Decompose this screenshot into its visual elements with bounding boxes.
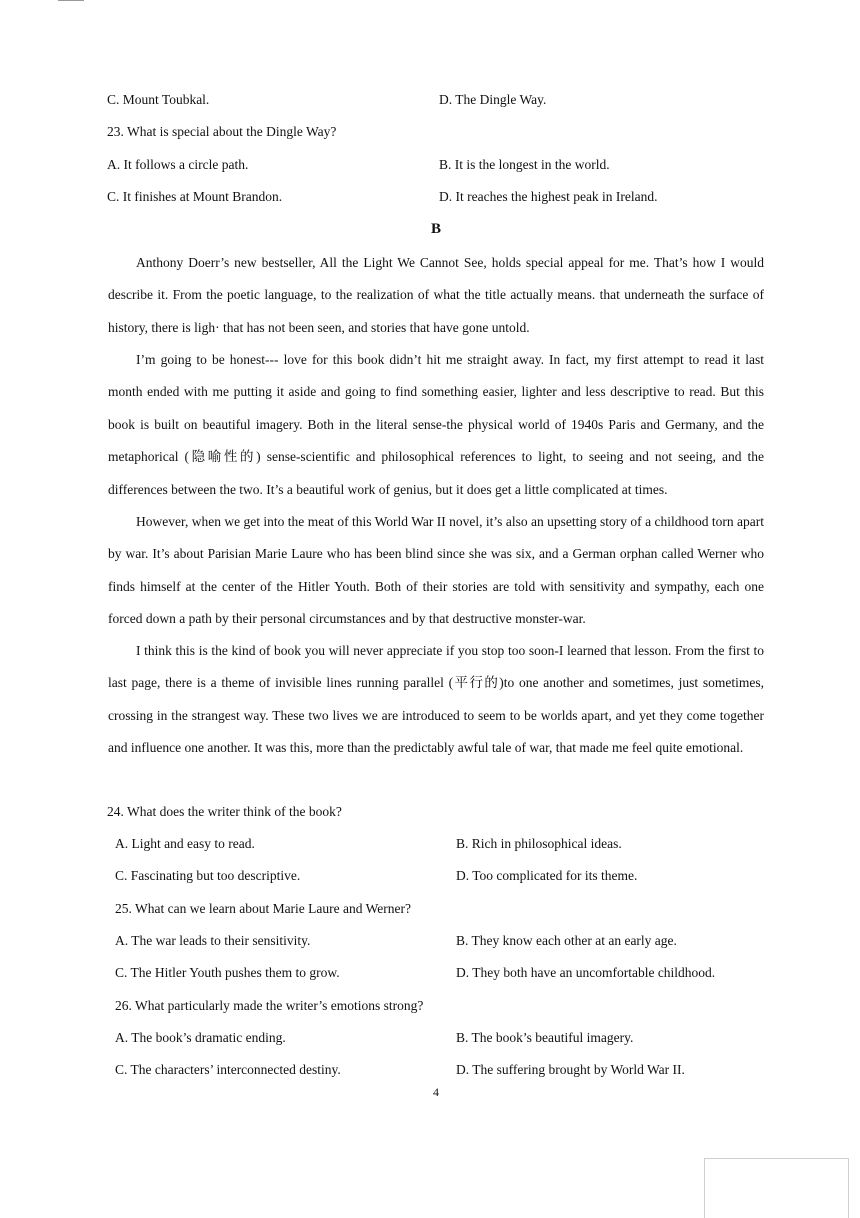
page-number: 4 (433, 1085, 439, 1099)
q24-stem: 24. What does the writer think of the book? (107, 804, 342, 819)
q26-stem: 26. What particularly made the writer’s emotions strong? (115, 998, 424, 1013)
q25-option-c: C. The Hitler Youth pushes them to grow. (115, 965, 340, 980)
passage-paragraph-1: Anthony Doerr’s new bestseller, All the Light We Cannot See, holds special appeal for me. That’s how I would describe it. From the poetic language, to the realization of what the title actually means. that underneath the surface of history, there is ligh· that has not been seen, and stories that have gone untold. (108, 255, 764, 335)
passage-paragraph-3: However, when we get into the meat of this World War II novel, it’s also an upsetting story of a childhood torn apart by war. It’s about Parisian Marie Laure who has been blind since she was six, and a German orphan called Werner who finds himself at the center of the Hitler Youth. Both of their stories are told with sensitivity and sympathy, each one forced down a path by their personal circumstances and by that destructive monster-war. (108, 514, 764, 627)
q23-option-d: D. It reaches the highest peak in Ireland. (439, 189, 658, 204)
q26-option-a: A. The book’s dramatic ending. (115, 1030, 286, 1045)
q26-option-b: B. The book’s beautiful imagery. (456, 1030, 634, 1045)
passage-paragraph-2: I’m going to be honest--- love for this book didn’t hit me straight away. In fact, my first attempt to read it last month ended with me putting it aside and going to find something easier, lighter and less descriptive to read. But this book is built on beautiful imagery. Both in the literal sense-the physical world of 1940s Paris and Germany, and the metaphorical (隐喻性的) sense-scientific and philosophical references to light, to seeing and not seeing, and the differences between the two. It’s a beautiful work of genius, but it does get a little complicated at times. (108, 352, 764, 497)
q24-option-b: B. Rich in philosophical ideas. (456, 836, 622, 851)
q25-stem: 25. What can we learn about Marie Laure and Werner? (115, 901, 412, 916)
q25-option-d: D. They both have an uncomfortable childhood. (456, 965, 716, 980)
top-edge-mark (58, 0, 84, 1)
section-title: B (430, 221, 441, 237)
q22-option-d: D. The Dingle Way. (439, 92, 547, 107)
q23-option-b: B. It is the longest in the world. (439, 157, 610, 172)
corner-frame (704, 1158, 849, 1218)
q24-option-a: A. Light and easy to read. (115, 836, 255, 851)
q25-option-b: B. They know each other at an early age. (456, 933, 677, 948)
q23-option-c: C. It finishes at Mount Brandon. (107, 189, 283, 204)
q24-option-d: D. Too complicated for its theme. (456, 868, 638, 883)
q22-option-c: C. Mount Toubkal. (107, 92, 210, 107)
q23-option-a: A. It follows a circle path. (107, 157, 249, 172)
q26-option-c: C. The characters’ interconnected destiny. (115, 1062, 341, 1077)
q26-option-d: D. The suffering brought by World War II. (456, 1062, 685, 1077)
q25-option-a: A. The war leads to their sensitivity. (115, 933, 311, 948)
passage-paragraph-4: I think this is the kind of book you will never appreciate if you stop too soon-I learned that lesson. From the first to last page, there is a theme of invisible lines running parallel (平行的)to one another and sometimes, just sometimes, crossing in the strangest way. These two lives we are introduced to seem to be worlds apart, and yet they come together and influence one another. It was this, more than the predictably awful tale of war, that made me feel quite emotional. (108, 643, 764, 756)
q23-stem: 23. What is special about the Dingle Way? (107, 124, 337, 139)
q24-option-c: C. Fascinating but too descriptive. (115, 868, 301, 883)
